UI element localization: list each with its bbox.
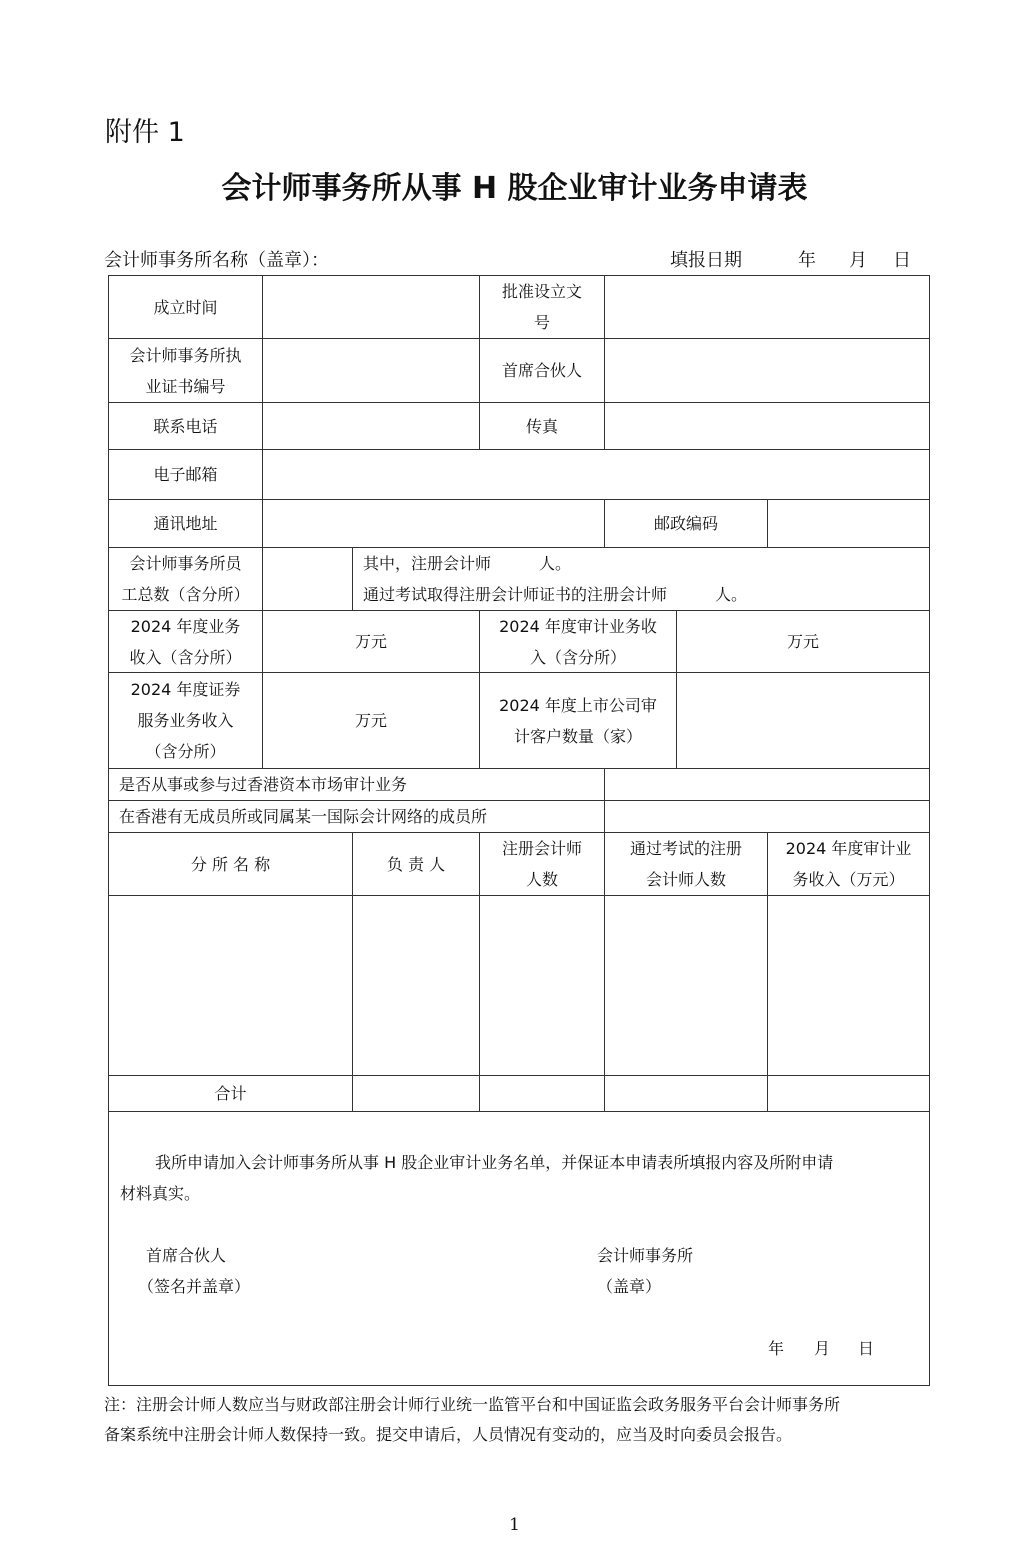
branch-field[interactable] xyxy=(767,895,930,1076)
branch-field[interactable] xyxy=(352,895,480,1076)
date-day: 日 xyxy=(893,250,911,271)
sign-day: 日 xyxy=(858,1339,875,1358)
field-fax[interactable] xyxy=(604,402,930,450)
field-email[interactable] xyxy=(262,449,930,500)
branch-column-header: 通过考试的注册 会计师人数 xyxy=(604,832,768,896)
field-postcode[interactable] xyxy=(767,499,930,548)
field-staff-detail: 其中，注册会计师 人。 通过考试取得注册会计师证书的注册会计师 人。 xyxy=(352,547,930,611)
attachment-label: 附件 1 xyxy=(105,117,185,148)
date-year: 年 xyxy=(798,250,816,271)
branch-column-header: 注册会计师 人数 xyxy=(479,832,605,896)
label-approval-doc-no: 批准设立文 号 xyxy=(479,275,605,339)
label-established-time: 成立时间 xyxy=(108,275,263,339)
label-chief-partner: 首席合伙人 xyxy=(479,338,605,403)
firm-seal-label: （盖章） xyxy=(597,1277,662,1296)
label-phone: 联系电话 xyxy=(108,402,263,450)
field-listed-clients-2024[interactable] xyxy=(676,672,930,769)
note-line-1: 注：注册会计师人数应当与财政部注册会计师行业统一监管平台和中国证监会政务服务平台会计师事务所 xyxy=(104,1395,841,1414)
field-phone[interactable] xyxy=(262,402,480,450)
field-approval-doc-no[interactable] xyxy=(604,275,930,339)
label-postcode: 邮政编码 xyxy=(604,499,768,548)
label-staff-total: 会计师事务所员 工总数（含分所） xyxy=(108,547,263,611)
field-staff-total[interactable] xyxy=(262,547,353,611)
label-hk-member: 在香港有无成员所或同属某一国际会计网络的成员所 xyxy=(108,800,605,833)
total-field[interactable] xyxy=(479,1075,605,1112)
page-number: 1 xyxy=(509,1515,520,1535)
field-address[interactable] xyxy=(262,499,605,548)
branch-column-header: 分 所 名 称 xyxy=(108,832,353,896)
note-line-2: 备案系统中注册会计师人数保持一致。提交申请后，人员情况有变动的，应当及时向委员会报告。 xyxy=(104,1425,793,1444)
field-hk-member[interactable] xyxy=(604,800,930,833)
field-license-no[interactable] xyxy=(262,338,480,403)
label-email: 电子邮箱 xyxy=(108,449,263,500)
label-total: 合计 xyxy=(108,1075,353,1112)
branch-column-header: 2024 年度审计业 务收入（万元） xyxy=(767,832,930,896)
label-hk-experience: 是否从事或参与过香港资本市场审计业务 xyxy=(108,768,605,801)
branch-field[interactable] xyxy=(604,895,768,1076)
date-label: 填报日期 xyxy=(670,250,742,271)
label-listed-clients-2024: 2024 年度上市公司审 计客户数量（家） xyxy=(479,672,677,769)
field-securities-revenue-2024: 万元 xyxy=(262,672,480,769)
label-license-no: 会计师事务所执 业证书编号 xyxy=(108,338,263,403)
total-field[interactable] xyxy=(767,1075,930,1112)
label-fax: 传真 xyxy=(479,402,605,450)
page-title: 会计师事务所从事 H 股企业审计业务申请表 xyxy=(221,171,808,206)
firm-name-label: 会计师事务所名称（盖章）： xyxy=(104,250,329,271)
chief-partner-sign-label: （签名并盖章） xyxy=(138,1277,251,1296)
label-revenue-2024: 2024 年度业务 收入（含分所） xyxy=(108,610,263,673)
branch-column-header: 负 责 人 xyxy=(352,832,480,896)
sign-year: 年 xyxy=(768,1339,785,1358)
declaration-text-2: 材料真实。 xyxy=(120,1184,201,1203)
declaration-text: 我所申请加入会计师事务所从事 H 股企业审计业务名单，并保证本申请表所填报内容及所附申请 xyxy=(155,1153,834,1172)
label-address: 通讯地址 xyxy=(108,499,263,548)
branch-field[interactable] xyxy=(479,895,605,1076)
total-field[interactable] xyxy=(604,1075,768,1112)
total-field[interactable] xyxy=(352,1075,480,1112)
sign-month: 月 xyxy=(814,1339,831,1358)
field-hk-experience[interactable] xyxy=(604,768,930,801)
label-securities-revenue-2024: 2024 年度证券 服务业务收入 （含分所） xyxy=(108,672,263,769)
field-revenue-2024: 万元 xyxy=(262,610,480,673)
field-chief-partner[interactable] xyxy=(604,338,930,403)
chief-partner-label: 首席合伙人 xyxy=(146,1246,227,1265)
firm-label: 会计师事务所 xyxy=(597,1246,694,1265)
field-established-time[interactable] xyxy=(262,275,480,339)
date-month: 月 xyxy=(849,250,867,271)
label-audit-revenue-2024: 2024 年度审计业务收 入（含分所） xyxy=(479,610,677,673)
field-audit-revenue-2024: 万元 xyxy=(676,610,930,673)
branch-field[interactable] xyxy=(108,895,353,1076)
